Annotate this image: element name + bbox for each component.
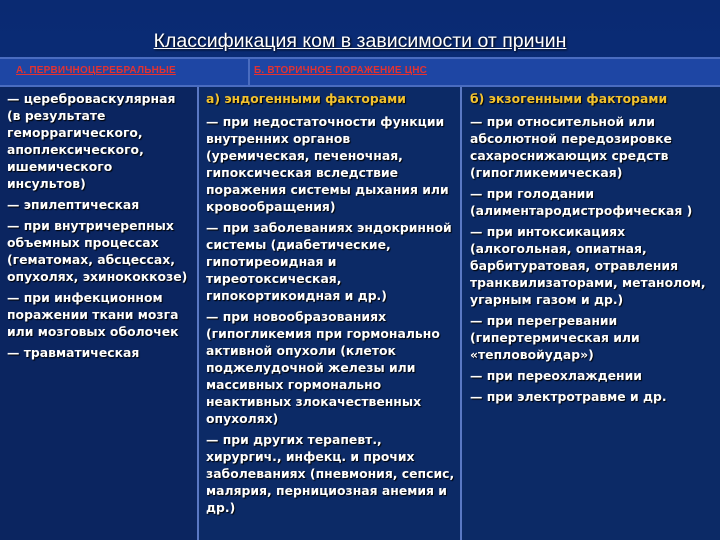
list-item: — при голодании (алиментародистрофическая ) bbox=[470, 186, 693, 218]
list-item: — при переохлаждении bbox=[470, 368, 642, 383]
list-item: — при других терапевт., хирургич., инфекц. и прочих заболеваниях (пневмония, сепсис, малярия, пернициозная анемия и др.) bbox=[206, 432, 455, 515]
list-item: — травматическая bbox=[7, 345, 140, 360]
list-item: — цереброваскулярная (в результате геморрагического, апоплексического, ишемического инсультов) bbox=[7, 91, 176, 191]
column-subtitle: а) эндогенными факторами bbox=[206, 91, 406, 106]
list-item: — при новообразованиях (гипогликемия при гормонально активной опухоли (клеток поджелудочной железы или массивных гормонально неактивных злокачественных опухолях) bbox=[206, 309, 440, 426]
list-item: — при относительной или абсолютной передозировке сахароснижающих средств (гипогликемическая) bbox=[470, 114, 672, 180]
list-item: — при внутричерепных объемных процессах (гематомах, абсцессах, опухолях, эхинококкозе) bbox=[7, 218, 188, 284]
column-subtitle: б) экзогенными факторами bbox=[470, 91, 668, 106]
list-item: — при инфекционном поражении ткани мозга или мозговых оболочек bbox=[7, 290, 179, 339]
column-primary-causes bbox=[0, 87, 197, 540]
list-item: — при интоксикациях (алкогольная, опиатная, барбитуратовая, отравления транквилизаторами, метанолом, угарным газом и др.) bbox=[470, 224, 706, 307]
list-item: — эпилептическая bbox=[7, 197, 140, 212]
list-item: — при электротравме и др. bbox=[470, 389, 667, 404]
column-exogenous bbox=[460, 87, 720, 540]
header-primary: А. ПЕРВИЧНОЦЕРЕБРАЛЬНЫЕ bbox=[0, 57, 250, 87]
header-secondary: Б. ВТОРИЧНОЕ ПОРАЖЕНИЕ ЦНС bbox=[250, 57, 720, 87]
list-item: — при недостаточности функции внутренних органов (уремическая, печеночная, гипоксическая вследствие поражения системы дыхания или кровообращения) bbox=[206, 114, 449, 214]
list-item: — при перегревании (гипертермическая или «тепловойудар») bbox=[470, 313, 640, 362]
column-endogenous bbox=[197, 87, 460, 540]
slide-title: Классификация ком в зависимости от причин bbox=[153, 30, 567, 52]
list-item: — при заболеваниях эндокринной системы (диабетические, гипотиреоидная и тиреотоксическая, гипокортикоидная и др.) bbox=[206, 220, 452, 303]
